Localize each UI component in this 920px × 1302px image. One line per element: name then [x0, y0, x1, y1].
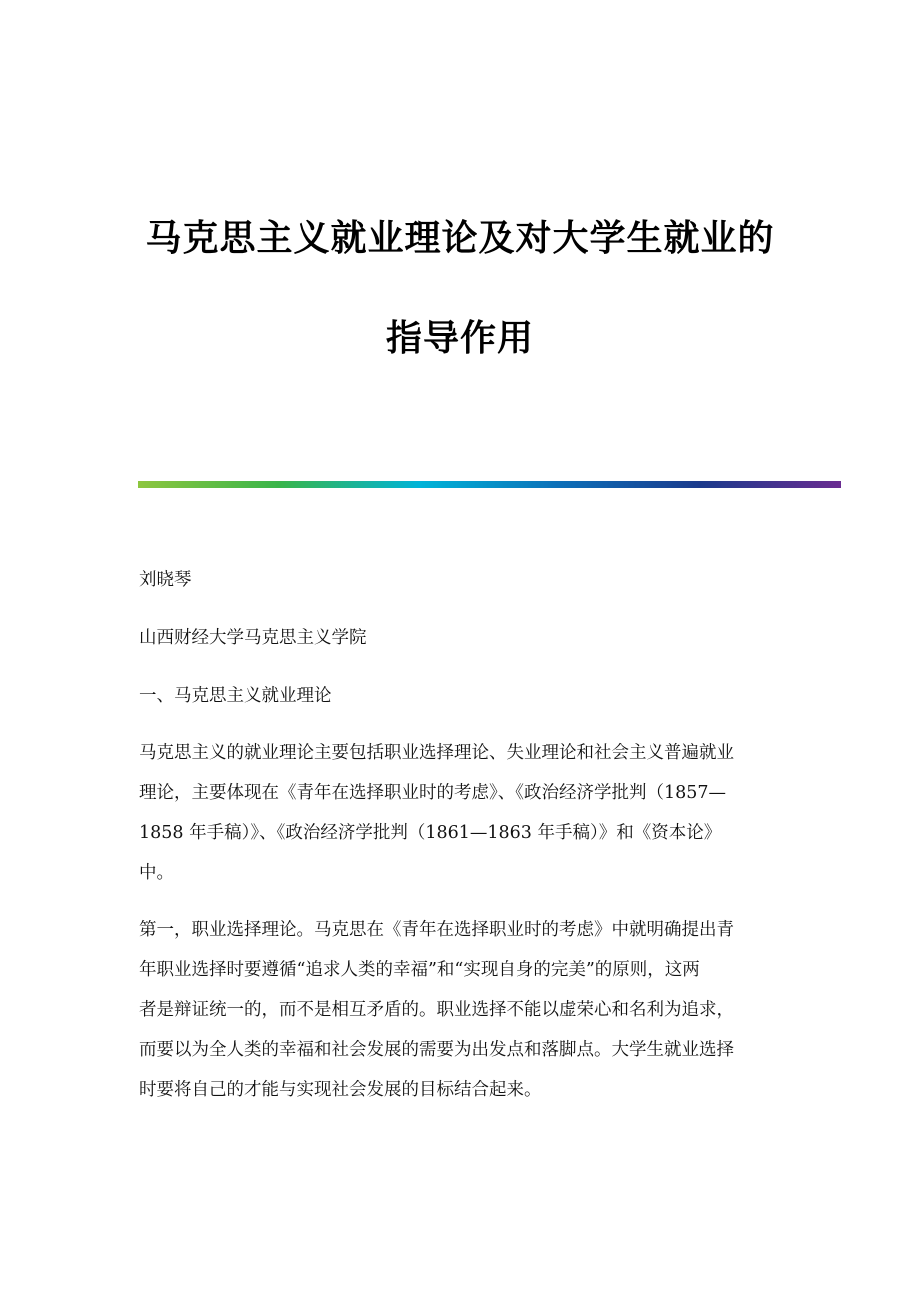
document-body [139, 566, 771, 1134]
paragraph-line: 者是辩证统一的，而不是相互矛盾的。职业选择不能以虚荣心和名利为追求， [139, 1000, 734, 1020]
paragraph-line: 中。 [139, 863, 174, 883]
section-heading: 一、马克思主义就业理论 [139, 686, 332, 706]
paragraph-line: 年职业选择时要遵循“追求人类的幸福”和“实现自身的完美”的原则，这两 [139, 960, 700, 980]
title-line-2: 指导作用 [385, 318, 534, 359]
title-line-1: 马克思主义就业理论及对大学生就业的 [145, 218, 775, 259]
author-name: 刘晓琴 [139, 570, 192, 590]
author-affiliation: 山西财经大学马克思主义学院 [139, 628, 367, 648]
document-title [0, 212, 920, 366]
paragraph-1 [139, 740, 771, 887]
paragraph-2 [139, 917, 771, 1104]
paragraph-line: 而要以为全人类的幸福和社会发展的需要为出发点和落脚点。大学生就业选择 [139, 1040, 734, 1060]
paragraph-line: 时要将自己的才能与实现社会发展的目标结合起来。 [139, 1080, 542, 1100]
paragraph-line: 马克思主义的就业理论主要包括职业选择理论、失业理论和社会主义普遍就业 [139, 743, 734, 763]
paragraph-line: 第一，职业选择理论。马克思在《青年在选择职业时的考虑》中就明确提出青 [139, 920, 734, 940]
paragraph-line: 理论，主要体现在《青年在选择职业时的考虑》、《政治经济学批判（1857— [139, 783, 727, 803]
paragraph-line: 1858 年手稿）》、《政治经济学批判（1861—1863 年手稿）》和《资本论》 [139, 823, 722, 843]
title-divider [138, 481, 841, 488]
